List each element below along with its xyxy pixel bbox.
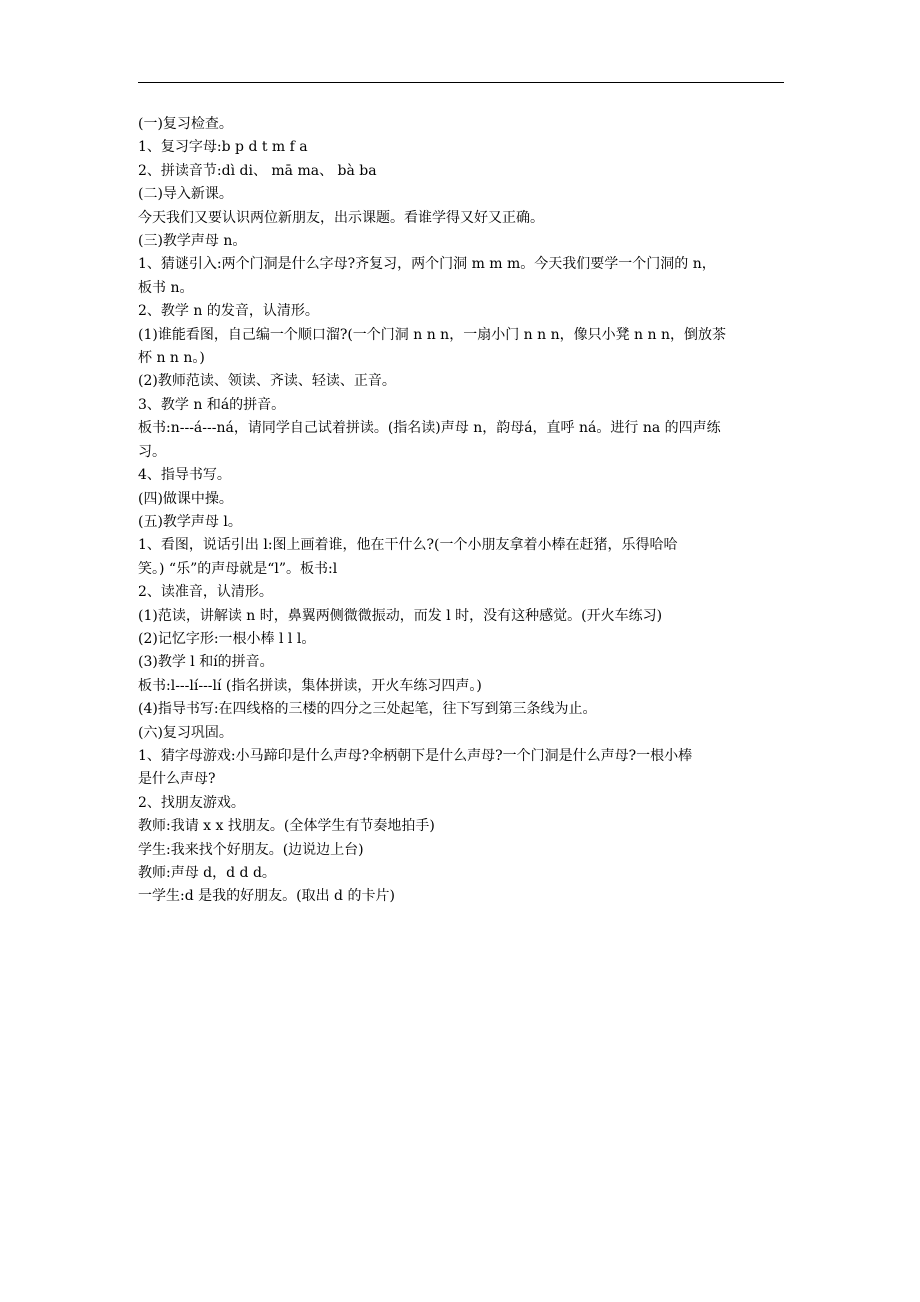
text-line: 1、看图，说话引出 l:图上画着谁，他在干什么?(一个小朋友拿着小棒在赶猪，乐得哈哈 [138,537,678,554]
text-line: 板书:l---lí---lí (指名拼读，集体拼读，开火车练习四声。) [138,677,482,694]
text-line: 是什么声母? [138,771,216,788]
text-line: 1、复习字母:b p d t m f a [138,139,308,156]
text-line: (1)范读，讲解读 n 时，鼻翼两侧微微振动，而发 l 时，没有这种感觉。(开火车练习) [138,607,663,624]
text-line: 板书:n---á---ná，请同学自己试着拼读。(指名读)声母 n，韵母á，直呼 ná。进行 na 的四声练 [138,420,721,437]
text-line: (四)做课中操。 [138,490,233,507]
text-line: 习。 [138,443,166,460]
text-line: (3)教学 l 和í的拼音。 [138,654,274,671]
text-line: 教师:我请 x x 找朋友。(全体学生有节奏地拍手) [138,818,435,835]
text-line: 2、拼读音节:dì di、 mā ma、 bà ba [138,162,377,179]
text-line: 3、教学 n 和á的拼音。 [138,396,286,413]
header-rule [138,82,784,83]
text-line: 2、读准音，认清形。 [138,584,273,601]
text-line: (2)记忆字形:一根小棒 l l l。 [138,630,316,647]
text-line: 教师:声母 d，d d d。 [138,865,276,881]
text-line: 学生:我来找个好朋友。(边说边上台) [138,841,364,858]
text-line: 2、教学 n 的发音，认清形。 [138,303,319,320]
text-line: 1、猜字母游戏:小马蹄印是什么声母?伞柄朝下是什么声母?一个门洞是什么声母?一根小棒 [138,747,693,764]
document-body [138,113,784,909]
text-line: (六)复习巩固。 [138,724,233,741]
text-line: (三)教学声母 n。 [138,233,247,250]
text-line: 板书 n。 [138,279,194,296]
text-line: (1)谁能看图，自己编一个顺口溜?(一个门洞 n n n，一扇小门 n n n，像只小凳 n n n，倒放茶 [138,326,726,343]
text-line: (2)教师范读、领读、齐读、轻读、正音。 [138,373,396,390]
text-line: (4)指导书写:在四线格的三楼的四分之三处起笔，往下写到第三条线为止。 [138,701,597,718]
text-line: 笑。) “乐”的声母就是“l”。板书:l [138,560,338,577]
text-line: (五)教学声母 l。 [138,513,242,530]
text-line: 一学生:d 是我的好朋友。(取出 d 的卡片) [138,888,395,905]
text-line: (一)复习检查。 [138,116,233,132]
text-line: 2、找朋友游戏。 [138,794,245,811]
text-line: 4、指导书写。 [138,467,231,484]
text-line: 杯 n n n。) [138,350,205,367]
text-line: (二)导入新课。 [138,186,233,203]
text-line: 今天我们又要认识两位新朋友，出示课题。看谁学得又好又正确。 [138,209,544,226]
text-line: 1、猜谜引入:两个门洞是什么字母?齐复习，两个门洞 m m m。今天我们要学一个门洞的 n， [138,256,716,273]
